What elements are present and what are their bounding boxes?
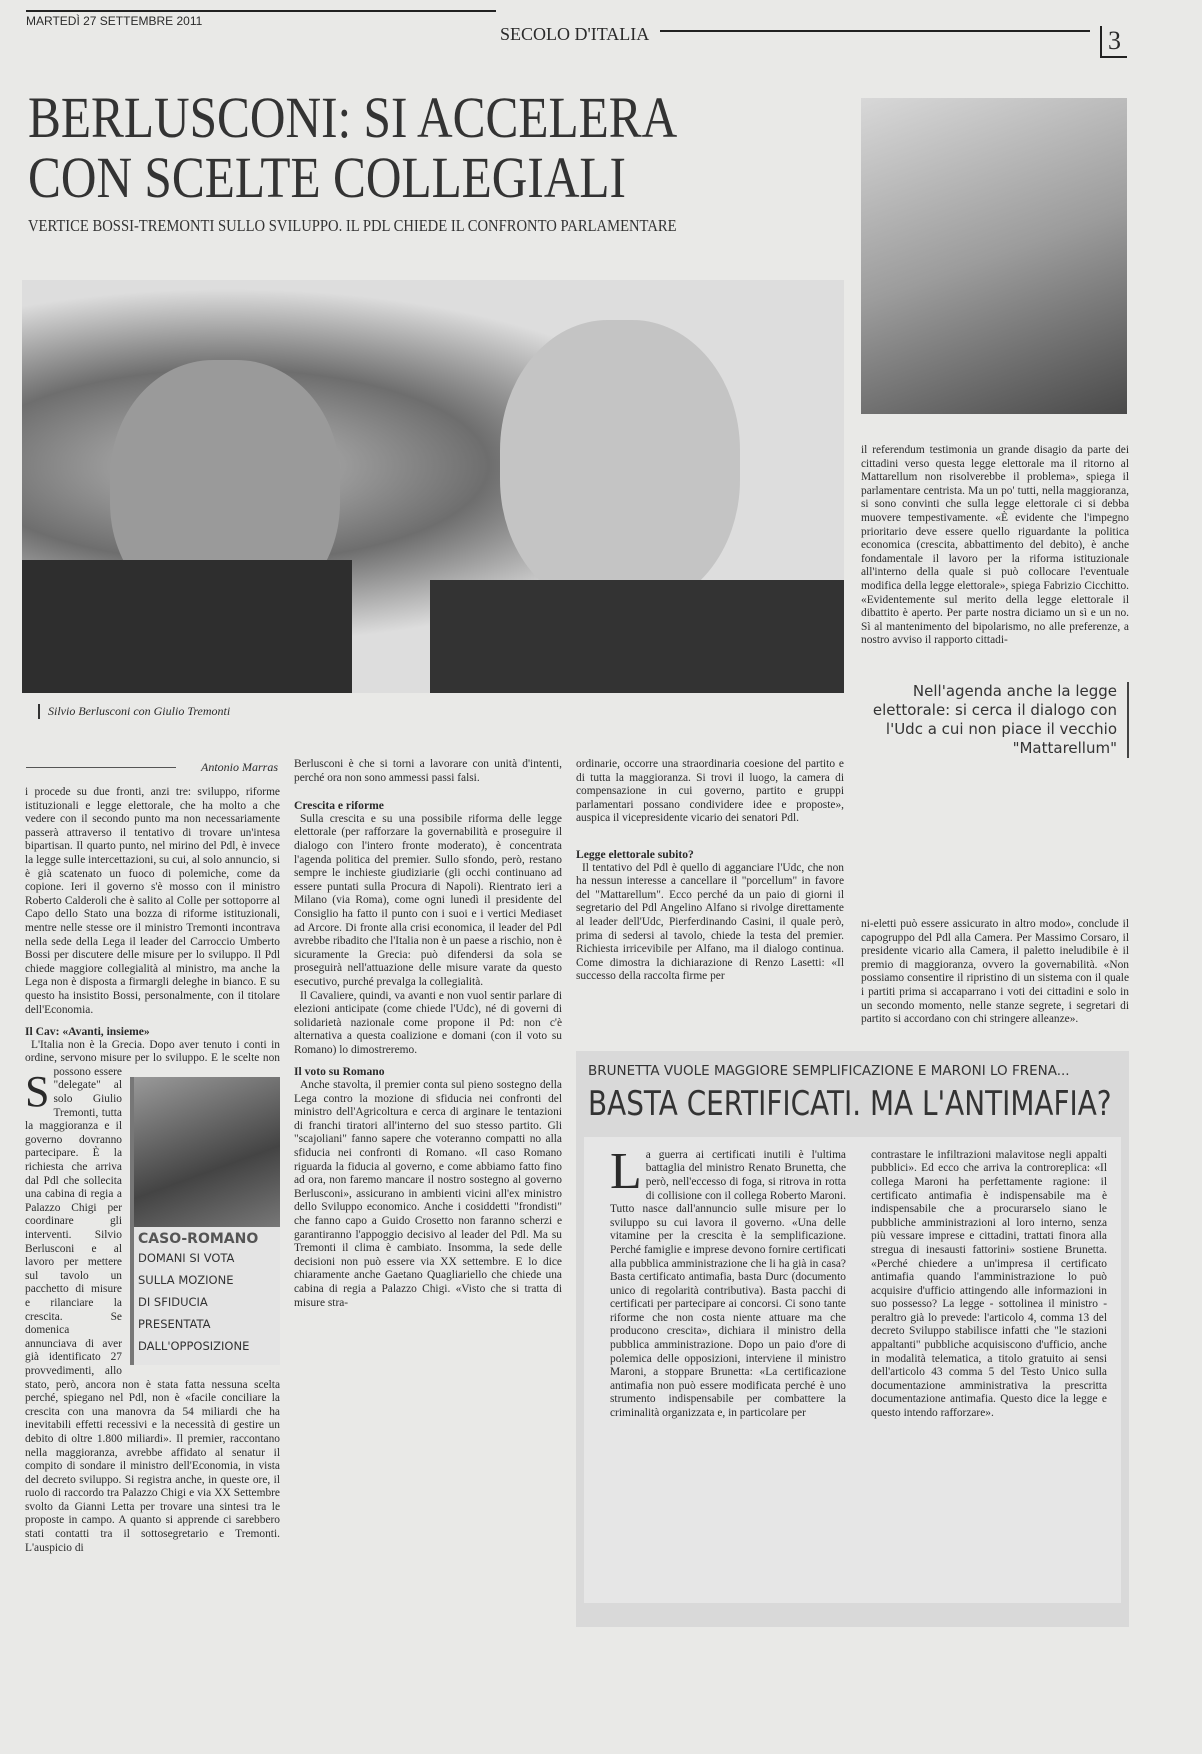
sidebar-line: DALL'OPPOSIZIONE [138,1338,250,1353]
pull-quote: Nell'agenda anche la legge elettorale: si cerca il dialogo con l'Udc a cui non piace il vecchio "Mattarellum" [861,682,1129,758]
paragraph: il referendum testimonia un grande disagio da parte dei cittadini verso questa legge elettorale ma il ritorno al Mattarellum non risolverebbe il problema», spiega il parlamentare centrista. Ma un po' tutti, nella maggioranza, si sono convinti che sulla legge elettorale ci si debba muovere tempestivamente. «È evidente che l'impegno prioritario deve essere quello riguardante la politica economica (crescita, abbattimento del debito), è anche fondamentale il lavoro per la riforma istituzionale all'interno della quale si può collocare l'eventuale modifica della legge elettorale», spiega Fabrizio Cicchitto. «Evidentemente sul merito della legge elettorale il dibattito è aperto. Per parte nostra diciamo un sì e un no. Sì al mantenimento del bipolarismo, no alle preferenze, a nostro avviso il rapporto cittadi- [861,444,1129,647]
sidebar-kicker: CASO-ROMANO [138,1231,259,1247]
paragraph: ni-eletti può essere assicurato in altro modo», conclude il capogruppo del Pdl alla Camera. Per Massimo Corsaro, il presidente vicario alla Camera, il paletto ineludibile è il premio di maggioranza, ovvero la governabilità. «Non possiamo consentire il ripristino di un sistema con il quale i partiti prima si accaparrano i voti dei cittadini e solo in un secondo momento, nelle stanze segrete, i segretari di partito si accordano con chi stringere alleanze». [861,918,1129,1026]
paragraph: L'Italia non è la Grecia. Dopo aver tenuto i conti in ordine, servono misure per lo sviluppo. E le scelte non possono essere "delegate" al solo Giulio Tremonti, tutta la maggioranza e il governo dovranno partecipare. È la richiesta che arriva dal Pdl che sollecita una cabina di regia a Palazzo Chigi per coordinare gli interventi. Silvio Berlusconi e al lavoro per mettere sul tavolo un pacchetto di misure e rilanciare la crescita. Se domenica annunciava di aver già identificato 27 provvedimenti, allo stato, però, ancora non è stata fatta nessuna scelta perché, spiegano nel Pdl, non è «facile conciliare la crescita con una manovra da 54 miliardi che ha inevitabili effetti recessivi e la necessità di gestire un debito di oltre 1.800 miliardi». Il premier, raccontano nella maggioranza, avrebbe affidato al senatur il compito di sondare il ministro dell'Economia, in vista del decreto sviluppo. Si registra anche, in queste ore, il ruolo di raccordo tra Palazzo Chigi e via XX Settembre svolto da Gianni Letta per trovare una sintesi tra le proposte in campo. A quanto si apprende ci sarebbero stati contatti tra il sottosegretario e Tremonti. L'auspicio di [25,1038,280,1554]
paragraph: Sulla crescita e su una possibile riforma delle legge elettorale (per rafforzare la governabilità e proseguire il dialogo con l'intero fronte moderato), è concentrata l'agenda politica del premier. Sullo sfondo, però, restano sempre le inchieste giudiziarie (gli occhi continuano ad essere puntati sulla Procura di Napoli). Rientrato ieri a Milano (via Roma), come ogni lunedì il presidente del Consiglio ha fatto il punto con i suoi e i vertici Mediaset ad Arcore. Di fronte alla crisi economica, il leader del Pdl avrebbe ribadito che l'Italia non è un paese a rischio, non è sicuramente la Grecia: può difendersi da sola se proseguirà nell'attuazione delle misure varate da questo esecutivo, purché prevalga la collegialità. [294,812,562,988]
article-column-4-top [861,444,1129,758]
paragraph: Il tentativo del Pdl è quello di agganciare l'Udc, che non ha nessun interesse a cancellare il "porcellum" in favore del "Mattarellum". Ecco perché da un paio di giorni il segretario del Pdl Angelino Alfano si rivolge direttamente al leader dell'Udc, Pierferdinando Casini, il quale però, prima di sedersi al tavolo, chiede la testa del premier. Richiesta irricevibile per Alfano, ma il dialogo continua. Come dimostra la dichiarazione di Renzo Lasetti: «Il successo della raccolta firme per [576,861,844,983]
drop-cap: L [610,1142,642,1200]
headline [28,85,678,210]
page-number: 3 [1100,26,1127,58]
right-flow [576,758,1129,1627]
sidebar-line: DOMANI SI VOTA [138,1250,235,1265]
photo-figure-right-suit [430,580,844,693]
subhead: Crescita e riforme [294,799,384,813]
subhead: Il voto su Romano [294,1065,385,1079]
sidebar-line: SULLA MOZIONE [138,1272,234,1287]
paragraph: ordinarie, occorre una straordinaria coesione del partito e di tutta la maggioranza. Si trovi il luogo, la camera di compensazione in cui governo, partito e gruppi parlamentari possano condividere idee e proposte», auspica il vicepresidente vicario dei senatori Pdl. [576,758,844,825]
sidebar-line: DI SFIDUCIA [138,1294,208,1309]
article-column-3 [576,758,844,1027]
photo-figure-left-suit [22,560,352,693]
paragraph: a guerra ai certificati inutili è l'ultima battaglia del ministro Renato Brunetta, che però, nell'eccesso di foga, si ritrova in rotta di collisione con il collega Roberto Maroni. Tutto nasce dall'annuncio sulle misure per lo sviluppo su cui lavora il governo. «Una delle vitamine per la crescita è la semplificazione. Perché famiglie e imprese devono fornire certificati alla pubblica amministrazione che li ha già in casa? Basta certificato antimafia, basta Durc (documento unico di regolarità contributiva). Basta pacchi di certificati per partecipare ai concorsi. Ci sono tante riforme che non costa niente attuare ma che producono crescita», dichiara il ministro della pubblica amministrazione. Dopo un paio d'ore di polemica delle opposizioni, interviene il ministro Maroni, a stoppare Brunetta: «La certificazione antimafia non può essere modificata perché è uno strumento indispensabile per combattere la criminalità organizzata e, in particolare per [610,1148,846,1420]
brunetta-article-box [576,1051,1129,1627]
byline: Antonio Marras [26,760,278,775]
subhead: Legge elettorale subito? [576,847,694,861]
headline-line-1: BERLUSCONI: SI ACCELERA [28,85,678,150]
paragraph: contrastare le infiltrazioni malavitose negli appalti pubblici». Ed ecco che arriva la controreplica: «Il collega Maroni ha perfettamente ragione: il certificato antimafia è indispensabile ma è indispensabile che a procurarselo siano le pubbliche amministrazioni al loro interno, senza più vessare imprese e cittadini, trattati finora alla stregua di inesausti fattorini» sostiene Brunetta. «Perché chiedere a un'impresa il certificato antimafia quando l'amministrazione lo può acquisire d'ufficio attingendo alle informazioni in suo possesso? La legge - sottolinea il ministro - peraltro già lo prevede: l'articolo 4, comma 13 del decreto Sviluppo stabilisce infatti che "le stazioni appaltanti" pubbliche acquisiscono d'ufficio, anche in modalità telematica, a titolo gratuito ai sensi dell'articolo 43 comma 5 del Testo Unico sulla documentazione amministrativa la prescritta documentazione antimafia. Questo dice la legge e questo intendo rafforzare». [871,1148,1107,1420]
sidebar-photo [134,1077,280,1227]
subhead: Il Cav: «Avanti, insieme» [25,1025,150,1039]
paragraph: Berlusconi è che si torni a lavorare con unità d'intenti, perché ora non sono ammessi passi falsi. [294,758,562,784]
newspaper-name: SECOLO D'ITALIA [500,24,650,44]
header-rule [660,30,1090,32]
box-body [584,1137,1121,1603]
photo-figure-right [500,320,740,610]
article-column-2 [294,758,562,1310]
box-column-1 [610,1142,846,1589]
paragraph: i procede su due fronti, anzi tre: sviluppo, riforme istituzionali e legge elettorale, che ha molto a che vedere con il secondo punto ma non necessariamente passerà attraverso il tentativo di trovare un'intesa bipartisan. Il quarto punto, nel mirino del Pdl, è invece la legge sulle intercettazioni, su cui, al solo annuncio, si è già scatenato un fuoco di polemiche, come da copione. Ieri il governo s'è mosso con il ministro Roberto Calderoli che è salito al Colle per sottoporre al Capo dello Stato una bozza di riforme istituzionali, mentre nelle stesse ore il ministro Tremonti incontrava nella sede della Lega il leader del Carroccio Umberto Bossi per discutere delle misure per lo sviluppo. Il Pdl chiede maggiore collegialità al ministro, ma anche la Lega non è disposta a firmargli deleghe in bianco. E su questo ha insistito Bossi, personalmente, con il titolare dell'Economia. [25,786,280,1016]
issue-date: MARTEDÌ 27 SETTEMBRE 2011 [26,14,203,28]
top-right-photo [861,98,1127,414]
box-kicker: BRUNETTA VUOLE MAGGIORE SEMPLIFICAZIONE E MARONI LO FRENA... [588,1062,1070,1079]
sidebar-line: PRESENTATA [138,1316,211,1331]
headline-line-2: CON SCELTE COLLEGIALI [28,145,626,210]
subheadline: VERTICE BOSSI-TREMONTI SULLO SVILUPPO. IL PDL CHIEDE IL CONFRONTO PARLAMENTARE [28,216,677,235]
caso-romano-sidebar [130,1077,280,1365]
paragraph: Il Cavaliere, quindi, va avanti e non vuol sentir parlare di elezioni anticipate (come chiede l'Udc), né di governi di solidarietà nazionale come propone il Pd: non c'è alternativa a questa coalizione e domani (con il voto su Romano) lo dimostreremo. [294,989,562,1056]
box-column-2 [871,1149,1107,1589]
photo-caption: Silvio Berlusconi con Giulio Tremonti [38,704,230,719]
paragraph: Anche stavolta, il premier conta sul pieno sostegno della Lega contro la mozione di sfiducia nei confronti del ministro dell'Agricoltura e cerca di arginare le tentazioni di franchi tiratori all'interno del suo stesso partito. Gli "scajoliani" fanno sapere che voteranno compatti no alla sfiducia nei confronti di Romano. «Il caso Romano riguarda la fiducia al governo, e come abbiamo fatto fino ad ora, non faremo mancare il nostro sostegno al governo Berlusconi», assicurano in ambienti vicini all'ex ministro dello Sviluppo economico. Anche i cosiddetti "frondisti" che fanno capo a Guido Crosetto non faranno scherzi e garantiranno l'appoggio decisivo al leader del Pdl. Ma su Tremonti il clima è cambiato. Insomma, la sede delle decisioni non può essere via XX settembre. E lo dice chiaramente anche Gaetano Quagliariello che chiede una cabina di regia a Palazzo Chigi. «Visto che si tratta di misure stra- [294,1079,562,1309]
box-headline: BASTA CERTIFICATI. MA L'ANTIMAFIA? [588,1083,1112,1124]
drop-cap: S [25,1067,50,1116]
article-column-1 [25,786,280,1555]
header-rule [26,10,496,12]
article-column-4-bottom [861,758,1129,1027]
